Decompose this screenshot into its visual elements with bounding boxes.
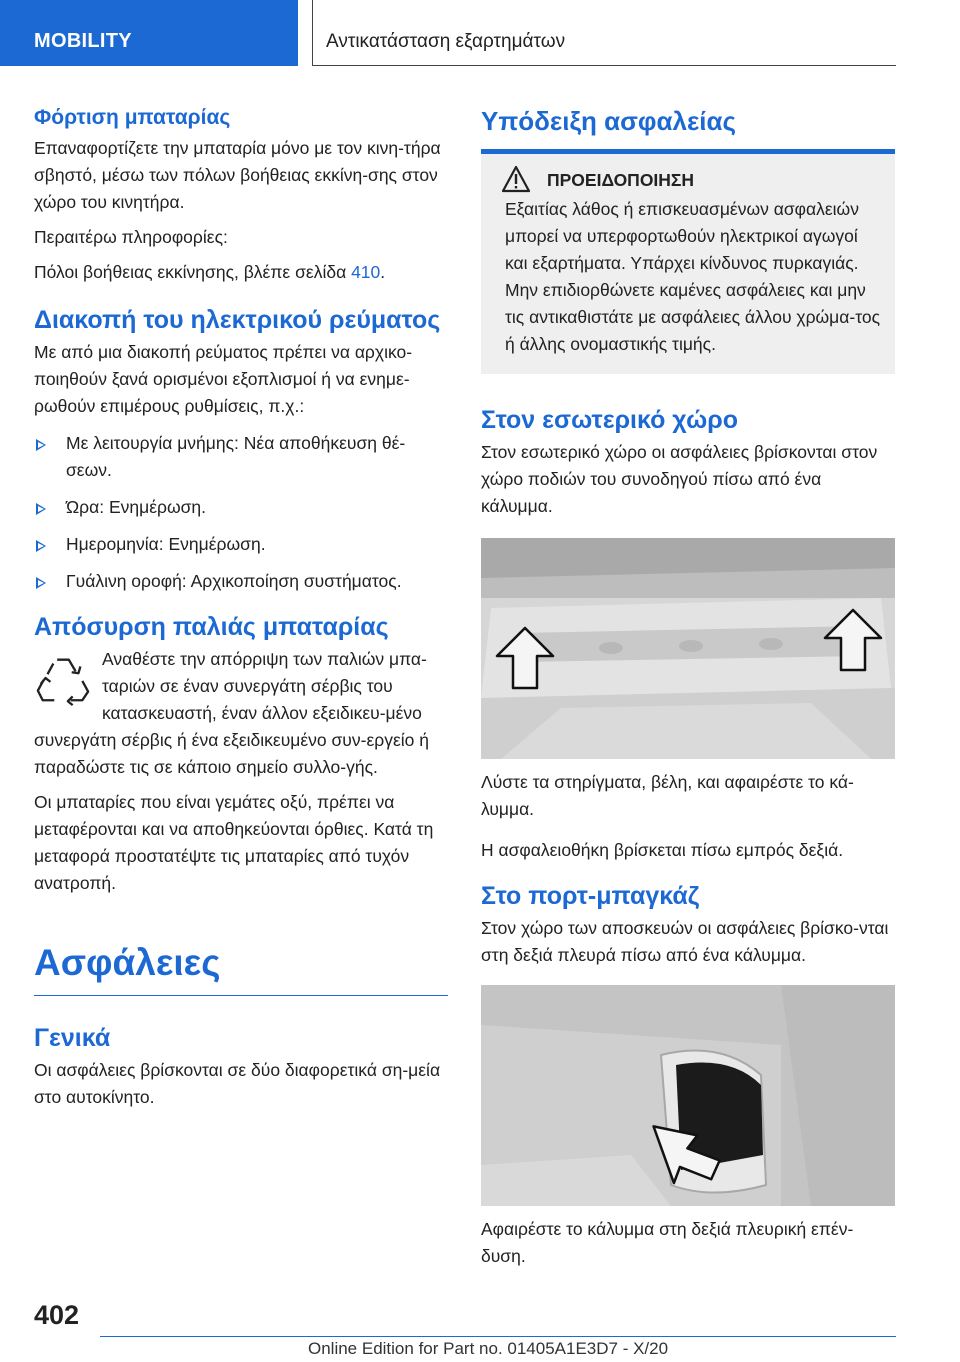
disposal-text: Αναθέστε την απόρριψη των παλιών μπα‐ταριών σε έναν συνεργάτη σέρβις του κατασκευαστή, έναν άλλον εξειδικευ‐μένο συνεργάτη σέρβις ή ένα εξειδικευμένο συν‐εργείο ή παραδώστε τις σε κάποιο σημείο συλλο‐γής.	[34, 649, 429, 777]
charging-text: Επαναφορτίζετε την μπαταρία μόνο με τον κινη‐τήρα σβηστό, μέσω των πόλων βοήθειας εκκίνη‐σης στον χώρο του κινητήρα.	[34, 138, 441, 212]
acid-batteries-text: Οι μπαταρίες που είναι γεμάτες οξύ, πρέπει να μεταφέρονται και να αποθηκεύονται όρθιες. Κατά τη μεταφορά προστατέψτε τις μπαταρίες από τυχόν ανατροπή.	[34, 792, 434, 893]
trunk-fuse-cover-image	[481, 985, 895, 1206]
general-text: Οι ασφάλειες βρίσκονται σε δύο διαφορετικά ση‐μεία στο αυτοκίνητο.	[34, 1060, 441, 1107]
reset-items-list	[34, 430, 448, 595]
section-label: MOBILITY	[34, 30, 132, 52]
list-item	[34, 531, 448, 558]
header-rule	[312, 65, 896, 66]
more-info-label: Περαιτέρω πληροφορίες:	[34, 227, 228, 247]
reference-suffix: .	[380, 262, 386, 282]
fuses-heading: Ασφάλειες	[34, 941, 448, 996]
right-column	[481, 104, 895, 1270]
section-tab	[0, 0, 298, 66]
list-item-text: Ώρα: Ενημέρωση.	[66, 497, 207, 517]
header-divider	[312, 0, 313, 66]
disposal-section	[34, 646, 448, 781]
recycle-icon	[34, 650, 92, 708]
chapter-title: Αντικατάσταση εξαρτημάτων	[326, 31, 566, 52]
list-item-text: Ημερομηνία: Ενημέρωση.	[66, 534, 266, 554]
page-header	[0, 0, 960, 66]
interior-heading: Στον εσωτερικό χώρο	[481, 406, 739, 434]
bullet-triangle-icon	[36, 577, 46, 589]
bullet-triangle-icon	[36, 540, 46, 552]
bullet-triangle-icon	[36, 503, 46, 515]
interior-caption: Λύστε τα στηρίγματα, βέλη, και αφαιρέστε το κά‐λυμμα.	[481, 772, 854, 819]
jump-start-reference	[34, 259, 448, 286]
page-link-410[interactable]: 410	[351, 262, 381, 282]
list-item-text: Γυάλινη οροφή: Αρχικοποίηση συστήματος.	[66, 571, 402, 591]
page-number: 402	[34, 1300, 80, 1330]
footer-rule	[100, 1336, 896, 1337]
left-column	[34, 104, 448, 1111]
warning-title-text: ΠΡΟΕΙΔΟΠΟΙΗΣΗ	[547, 170, 695, 190]
bullet-triangle-icon	[36, 439, 46, 451]
warning-text: Εξαιτίας λάθος ή επισκευασμένων ασφαλειών μπορεί να υπερφορτωθούν ηλεκτρικοί αγωγοί και εξαρτήματα. Υπάρχει κίνδυνος πυρκαγιάς. Μην επιδιορθώνετε καμένες ασφάλειες και μην τις αντικαθιστάτε με ασφάλειες άλλου χρώμα‐τος ή άλλης ονομαστικής τιμής.	[505, 199, 881, 354]
list-item-text: Με λειτουργία μνήμης: Νέα αποθήκευση θέ‐σεων.	[66, 433, 406, 480]
trunk-caption: Αφαιρέστε το κάλυμμα στη δεξιά πλευρική επέν‐δυση.	[481, 1219, 854, 1266]
warning-box	[481, 154, 895, 374]
interior-location-note: Η ασφαλειοθήκη βρίσκεται πίσω εμπρός δεξιά.	[481, 840, 844, 860]
list-item	[34, 494, 448, 521]
list-item	[34, 568, 448, 595]
power-interruption-heading: Διακοπή του ηλεκτρικού ρεύματος	[34, 306, 441, 334]
safety-note-heading: Υπόδειξη ασφαλείας	[481, 106, 737, 136]
general-heading: Γενικά	[34, 1024, 111, 1052]
reference-text: Πόλοι βοήθειας εκκίνησης, βλέπε σελίδα	[34, 262, 352, 282]
disposal-heading: Απόσυρση παλιάς μπαταρίας	[34, 613, 389, 641]
trunk-text: Στον χώρο των αποσκευών οι ασφάλειες βρίσκο‐νται στη δεξιά πλευρά πίσω από ένα κάλυμμα.	[481, 918, 889, 965]
trunk-heading: Στο πορτ-μπαγκάζ	[481, 882, 700, 910]
warning-title	[505, 168, 881, 192]
interior-text: Στον εσωτερικό χώρο οι ασφάλειες βρίσκονται στον χώρο ποδιών του συνοδηγού πίσω από ένα κάλυμμα.	[481, 442, 878, 516]
charging-heading: Φόρτιση μπαταρίας	[34, 106, 231, 129]
interior-fuse-cover-image	[481, 538, 895, 759]
power-interruption-text: Με από μια διακοπή ρεύματος πρέπει να αρχικο‐ποιηθούν ξανά ορισμένοι εξοπλισμοί ή να ενημε‐ρωθούν επιμέρους ρυθμίσεις, π.χ.:	[34, 342, 413, 416]
edition-footer: Online Edition for Part no. 01405A1E3D7 - X/20	[308, 1339, 669, 1358]
list-item	[34, 430, 448, 484]
warning-triangle-icon	[501, 165, 531, 193]
